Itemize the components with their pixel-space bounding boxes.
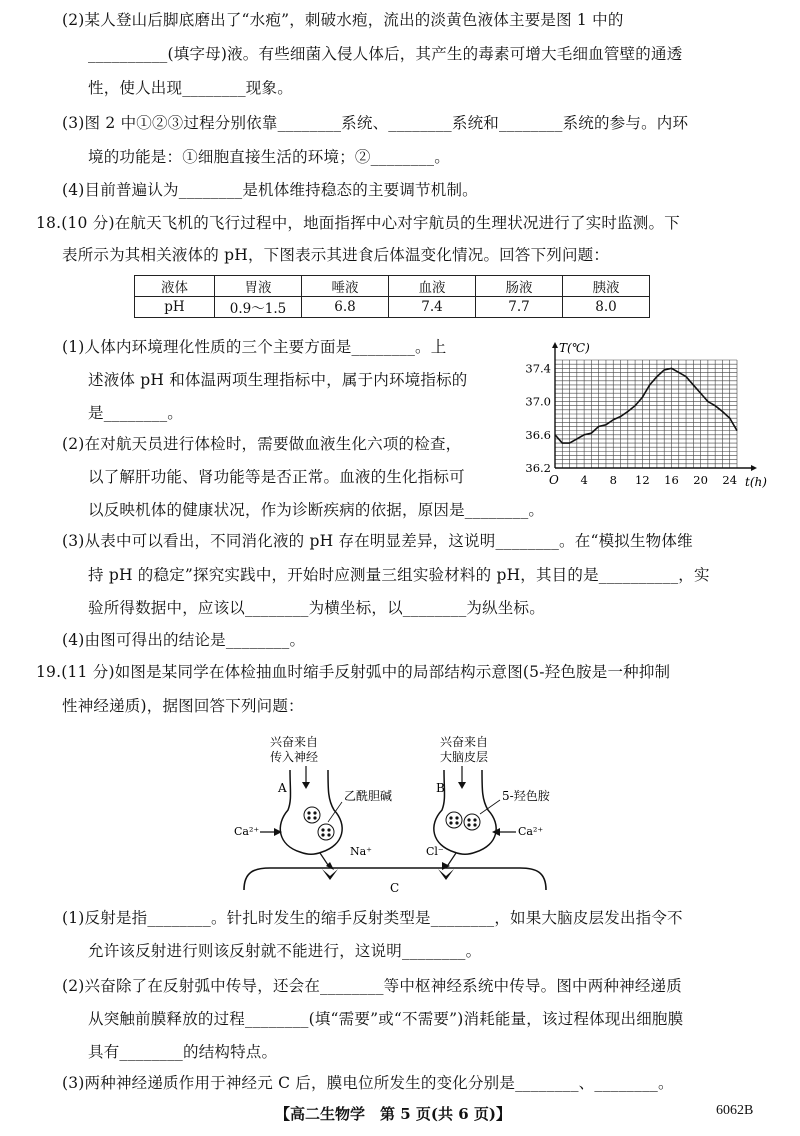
cl-label: Cl⁻ [426, 845, 444, 858]
synapse-diagram [230, 730, 560, 900]
left-input-arrowhead [302, 782, 310, 789]
table-row [135, 276, 650, 297]
q18-stem-line1: 18.(10 分)在航天飞机的飞行过程中，地面指挥中心对宇航员的生理状况进行了实时监测。下 [36, 214, 680, 232]
paper-code: 6062B [716, 1103, 754, 1118]
vesicle-icon [318, 824, 334, 840]
acetylcholine-label: 乙酰胆碱 [344, 789, 393, 803]
q19-stem-line2: 性神经递质)，据图回答下列问题： [62, 697, 304, 715]
label-c: C [390, 881, 400, 895]
chart-grid [555, 360, 737, 468]
q17-p2-line1: (2)某人登山后脚底磨出了“水疱”，刺破水疱，流出的淡黄色液体主要是图 1 中的 [62, 11, 624, 29]
y-tick-label: 37.4 [525, 361, 551, 376]
chart-x-label: t(h) [745, 475, 767, 489]
table-cell: 肠液 [476, 276, 563, 297]
q17-p3-line2: 境的功能是：①细胞直接生活的环境；②________。 [88, 148, 450, 166]
x-tick-label: 16 [664, 473, 679, 487]
q18-p3-line3: 验所得数据中，应该以________为横坐标，以________为纵坐标。 [88, 599, 545, 617]
q19-p3-line1: (3)两种神经递质作用于神经元 C 后，膜电位所发生的变化分别是________、________。 [62, 1074, 674, 1092]
q19-p2-line2: 从突触前膜释放的过程________(填“需要”或“不需要”)消耗能量，该过程体现出细胞膜 [88, 1010, 684, 1028]
ca-left-label: Ca²⁺ [234, 825, 260, 838]
left-source-label-1: 兴奋来自 [270, 735, 319, 749]
label-a: A [278, 781, 287, 795]
serotonin-label: 5-羟色胺 [502, 789, 550, 803]
q17-p2-line2: __________(填字母)液。有些细菌入侵人体后，其产生的毒素可增大毛细血管壁的通透 [88, 45, 683, 63]
q19-p1-line2: 允许该反射进行则该反射就不能进行，这说明________。 [88, 942, 482, 960]
y-tick-label: 37.0 [525, 394, 551, 409]
q17-p2-line3: 性，使人出现________现象。 [88, 79, 293, 97]
na-label: Na⁺ [350, 845, 372, 858]
x-tick-label: 4 [580, 473, 588, 487]
q18-p1-line1: (1)人体内环境理化性质的三个主要方面是________。上 [62, 338, 447, 356]
q18-p2-line2: 以了解肝功能、肾功能等是否正常。血液的生化指标可 [88, 468, 465, 486]
q18-p2-line1: (2)在对航天员进行体检时，需要做血液生化六项的检查， [62, 435, 462, 453]
q18-p1-line2: 述液体 pH 和体温两项生理指标中，属于内环境指标的 [88, 371, 468, 389]
table-cell: 胃液 [215, 276, 302, 297]
q19-stem-line1: 19.(11 分)如图是某同学在体检抽血时缩手反射弧中的局部结构示意图(5-羟色胺是一种抑制 [36, 663, 671, 681]
table-cell: 胰液 [563, 276, 650, 297]
table-cell: 0.9～1.5 [215, 297, 302, 318]
q19-p2-line3: 具有________的结构特点。 [88, 1043, 278, 1061]
right-source-label-1: 兴奋来自 [440, 735, 489, 749]
vesicle-icon [446, 812, 462, 828]
q18-p3-line2: 持 pH 的稳定”探究实践中，开始时应测量三组实验材料的 pH，其目的是__________，实 [88, 566, 710, 584]
x-tick-label: 24 [722, 473, 738, 487]
table-cell: 液体 [135, 276, 215, 297]
table-row [135, 297, 650, 318]
q18-p1-line3: 是________。 [88, 404, 184, 422]
q18-p4-line1: (4)由图可得出的结论是________。 [62, 631, 306, 649]
vesicle-icon [304, 807, 320, 823]
q18-p2-line3: 以反映机体的健康状况，作为诊断疾病的依据，原因是________。 [88, 501, 545, 519]
q19-p2-line1: (2)兴奋除了在反射弧中传导，还会在________等中枢神经系统中传导。图中两种神经递质 [62, 977, 682, 995]
chart-x-arrow [751, 465, 757, 471]
temperature-chart [515, 340, 775, 500]
table-cell: 血液 [389, 276, 476, 297]
right-source-label-2: 大脑皮层 [440, 750, 489, 764]
q18-p3-line1: (3)从表中可以看出，不同消化液的 pH 存在明显差异，这说明________。在“模拟生物体维 [62, 532, 693, 550]
x-tick-label: 8 [609, 473, 617, 487]
chart-origin-label: O [549, 473, 559, 487]
chart-y-label: T(℃) [559, 341, 590, 355]
receptor-left-icon [322, 869, 338, 880]
table-cell: 7.7 [476, 297, 563, 318]
left-source-label-2: 传入神经 [270, 750, 319, 764]
right-input-arrowhead [458, 782, 466, 789]
q17-p4-line1: (4)目前普遍认为________是机体维持稳态的主要调节机制。 [62, 181, 478, 199]
x-tick-label: 20 [693, 473, 708, 487]
ca-right-label: Ca²⁺ [518, 825, 544, 838]
table-cell: 6.8 [302, 297, 389, 318]
vesicle-icon [464, 814, 480, 830]
table-cell: pH [135, 297, 215, 318]
q19-p1-line1: (1)反射是指________。针扎时发生的缩手反射类型是________，如果大脑皮层发出指令不 [62, 909, 683, 927]
receptor-right-icon [438, 869, 454, 880]
page-footer: 【高二生物学 第 5 页(共 6 页)】 [275, 1105, 511, 1123]
table-cell: 8.0 [563, 297, 650, 318]
q18-stem-line2: 表所示为其相关液体的 pH，下图表示其进食后体温变化情况。回答下列问题： [62, 246, 610, 264]
label-b: B [436, 781, 445, 795]
y-tick-label: 36.2 [525, 461, 551, 475]
table-cell: 唾液 [302, 276, 389, 297]
chart-y-arrow [552, 342, 558, 348]
x-tick-label: 12 [635, 473, 650, 487]
q17-p3-line1: (3)图 2 中①②③过程分别依靠________系统、________系统和________系统的参与。内环 [62, 114, 689, 132]
table-cell: 7.4 [389, 297, 476, 318]
y-tick-label: 36.6 [525, 427, 551, 442]
ph-table [134, 275, 650, 318]
